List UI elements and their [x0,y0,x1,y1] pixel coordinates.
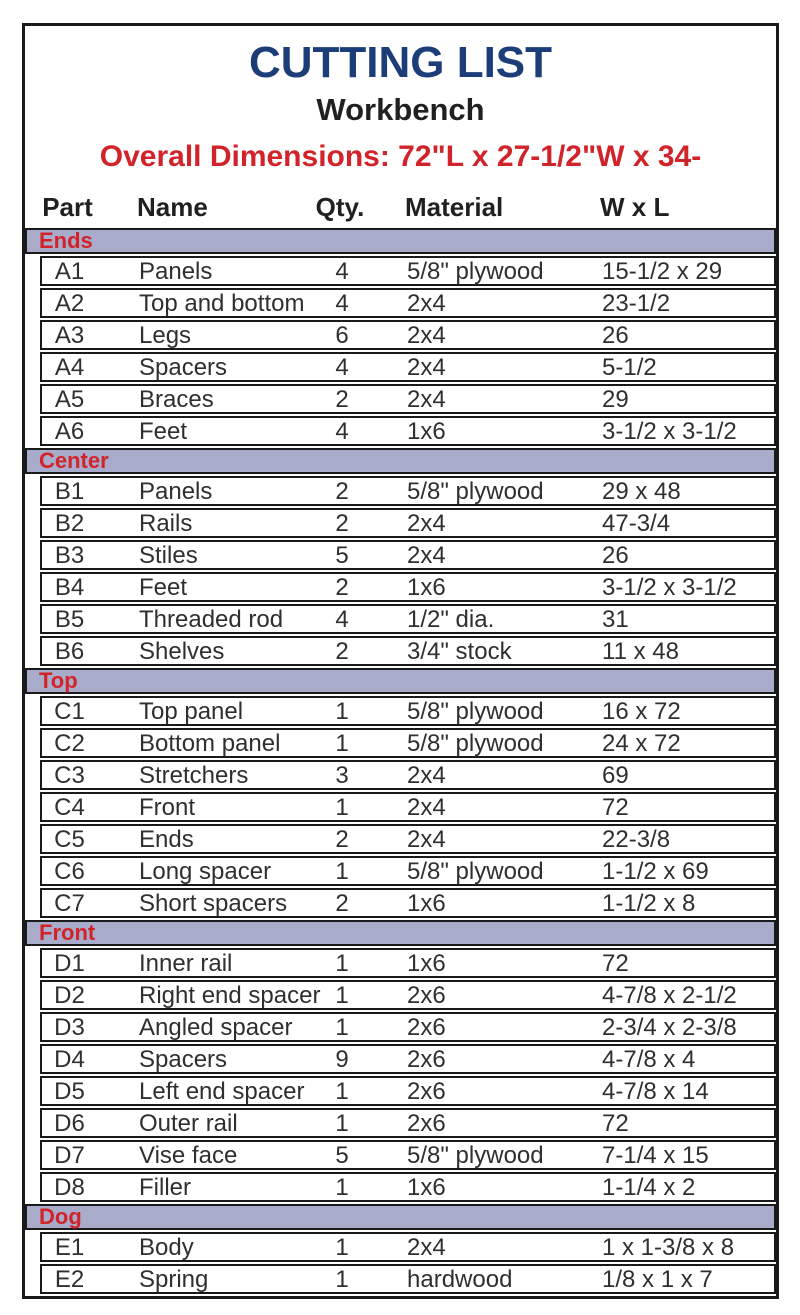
material-cell: 1x6 [407,1174,446,1202]
name-cell: Vise face [139,1142,238,1170]
name-cell: Inner rail [139,950,233,978]
material-cell: 2x4 [407,826,446,854]
section-label: Dog [39,1204,82,1230]
qty-cell: 6 [335,322,349,350]
table-row [40,508,776,538]
part-cell: A4 [54,354,85,382]
wxl-cell: 16 x 72 [602,698,681,726]
name-cell: Bottom panel [139,730,281,758]
qty-cell: 2 [335,386,349,414]
part-cell: D5 [54,1078,85,1106]
qty-cell: 1 [335,730,349,758]
material-cell: 2x4 [407,290,446,318]
part-cell: B5 [54,606,85,634]
wxl-cell: 69 [602,762,629,790]
material-cell: 1x6 [407,950,446,978]
wxl-cell: 23-1/2 [602,290,671,318]
qty-cell: 1 [335,950,349,978]
wxl-cell: 2-3/4 x 2-3/8 [602,1014,737,1042]
part-cell: A3 [54,322,85,350]
table-row [40,384,776,414]
material-cell: 2x4 [407,510,446,538]
qty-cell: 5 [335,1142,349,1170]
table-row [40,1012,776,1042]
wxl-cell: 72 [602,1110,629,1138]
table-row [40,1172,776,1202]
qty-cell: 2 [335,510,349,538]
part-cell: B6 [54,638,85,666]
qty-cell: 4 [335,354,349,382]
name-cell: Spring [139,1266,209,1294]
part-cell: C4 [54,794,85,822]
part-cell: C1 [54,698,85,726]
material-cell: hardwood [407,1266,513,1294]
wxl-cell: 1/8 x 1 x 7 [602,1266,713,1294]
table-row [40,604,776,634]
wxl-cell: 5-1/2 [602,354,657,382]
qty-cell: 1 [335,698,349,726]
qty-cell: 4 [335,258,349,286]
wxl-cell: 7-1/4 x 15 [602,1142,709,1170]
name-cell: Left end spacer [139,1078,305,1106]
material-cell: 1x6 [407,574,446,602]
section-header-top [25,668,776,694]
wxl-cell: 3-1/2 x 3-1/2 [602,574,737,602]
cutting-table [25,228,776,1294]
qty-cell: 1 [335,1234,349,1262]
name-cell: Top panel [139,698,244,726]
qty-cell: 1 [335,1266,349,1294]
material-cell: 5/8" plywood [407,730,544,758]
wxl-cell: 26 [602,542,629,570]
column-header-row [40,192,776,223]
qty-cell: 1 [335,1014,349,1042]
table-row [40,824,776,854]
qty-cell: 1 [335,1174,349,1202]
part-cell: A6 [54,418,85,446]
table-row [40,320,776,350]
name-cell: Feet [139,574,188,602]
material-cell: 2x4 [407,386,446,414]
name-cell: Right end spacer [139,982,321,1010]
material-cell: 1x6 [407,418,446,446]
table-row [40,948,776,978]
table-row [40,792,776,822]
part-cell: E2 [54,1266,85,1294]
name-cell: Outer rail [139,1110,238,1138]
section-label: Ends [39,228,93,254]
qty-cell: 2 [335,890,349,918]
name-cell: Rails [139,510,193,538]
table-row [40,288,776,318]
material-cell: 1/2" dia. [407,606,495,634]
wxl-cell: 47-3/4 [602,510,671,538]
qty-cell: 4 [335,606,349,634]
material-cell: 2x6 [407,1014,446,1042]
table-row [40,728,776,758]
name-cell: Top and bottom [139,290,305,318]
table-row [40,760,776,790]
table-row [40,476,776,506]
part-cell: D6 [54,1110,85,1138]
wxl-cell: 1 x 1-3/8 x 8 [602,1234,735,1262]
qty-cell: 1 [335,982,349,1010]
table-row [40,352,776,382]
qty-cell: 2 [335,478,349,506]
wxl-cell: 4-7/8 x 14 [602,1078,709,1106]
qty-cell: 3 [335,762,349,790]
wxl-cell: 72 [602,950,629,978]
material-cell: 5/8" plywood [407,858,544,886]
page-title: CUTTING LIST [248,38,553,87]
table-row [40,696,776,726]
qty-cell: 1 [335,1110,349,1138]
material-cell: 2x6 [407,1046,446,1074]
column-header-name: Name [137,192,208,223]
part-cell: C6 [54,858,85,886]
table-row [40,1264,776,1294]
section-header-center [25,448,776,474]
qty-cell: 2 [335,826,349,854]
wxl-cell: 29 [602,386,629,414]
qty-cell: 1 [335,858,349,886]
qty-cell: 4 [335,418,349,446]
material-cell: 2x6 [407,1110,446,1138]
part-cell: D4 [54,1046,85,1074]
material-cell: 5/8" plywood [407,1142,544,1170]
part-cell: D8 [54,1174,85,1202]
table-row [40,416,776,446]
qty-cell: 9 [335,1046,349,1074]
material-cell: 2x4 [407,354,446,382]
qty-cell: 1 [335,1078,349,1106]
material-cell: 2x6 [407,1078,446,1106]
name-cell: Ends [139,826,194,854]
project-name: Workbench [316,92,485,128]
section-label: Center [39,448,109,474]
qty-cell: 2 [335,574,349,602]
table-row [40,1108,776,1138]
material-cell: 1x6 [407,890,446,918]
table-row [40,1044,776,1074]
material-cell: 5/8" plywood [407,258,544,286]
table-row [40,256,776,286]
table-row [40,572,776,602]
name-cell: Stiles [139,542,198,570]
part-cell: D7 [54,1142,85,1170]
wxl-cell: 31 [602,606,629,634]
name-cell: Stretchers [139,762,249,790]
name-cell: Long spacer [139,858,272,886]
part-cell: C3 [54,762,85,790]
wxl-cell: 26 [602,322,629,350]
section-header-front [25,920,776,946]
name-cell: Braces [139,386,214,414]
name-cell: Spacers [139,1046,228,1074]
wxl-cell: 22-3/8 [602,826,671,854]
name-cell: Spacers [139,354,228,382]
table-row [40,856,776,886]
qty-cell: 2 [335,638,349,666]
wxl-cell: 4-7/8 x 2-1/2 [602,982,737,1010]
part-cell: C7 [54,890,85,918]
cutting-list-sheet [22,23,779,1299]
table-row [40,1076,776,1106]
name-cell: Threaded rod [139,606,284,634]
name-cell: Feet [139,418,188,446]
table-row [40,980,776,1010]
part-cell: A1 [54,258,85,286]
qty-cell: 5 [335,542,349,570]
material-cell: 2x4 [407,762,446,790]
name-cell: Front [139,794,196,822]
wxl-cell: 24 x 72 [602,730,681,758]
wxl-cell: 11 x 48 [602,638,679,666]
name-cell: Angled spacer [139,1014,293,1042]
wxl-cell: 3-1/2 x 3-1/2 [602,418,737,446]
column-header-part: Part [42,192,93,223]
name-cell: Short spacers [139,890,288,918]
material-cell: 2x4 [407,542,446,570]
part-cell: C2 [54,730,85,758]
column-header-qty: Qty. [315,192,365,223]
section-header-ends [25,228,776,254]
part-cell: A5 [54,386,85,414]
part-cell: D3 [54,1014,85,1042]
table-row [40,1232,776,1262]
part-cell: B3 [54,542,85,570]
qty-cell: 4 [335,290,349,318]
material-cell: 2x4 [407,322,446,350]
table-row [40,888,776,918]
material-cell: 2x4 [407,1234,446,1262]
part-cell: D2 [54,982,85,1010]
name-cell: Legs [139,322,192,350]
part-cell: B2 [54,510,85,538]
column-header-material: Material [405,192,504,223]
material-cell: 3/4" stock [407,638,512,666]
material-cell: 2x4 [407,794,446,822]
part-cell: A2 [54,290,85,318]
section-header-dog [25,1204,776,1230]
part-cell: B4 [54,574,85,602]
qty-cell: 1 [335,794,349,822]
part-cell: D1 [54,950,85,978]
name-cell: Body [139,1234,194,1262]
table-row [40,636,776,666]
section-label: Top [39,668,78,694]
wxl-cell: 1-1/2 x 69 [602,858,709,886]
overall-dimensions: Overall Dimensions: 72"L x 27-1/2"W x 34- [99,139,702,173]
table-row [40,1140,776,1170]
table-row [40,540,776,570]
material-cell: 5/8" plywood [407,478,544,506]
part-cell: B1 [54,478,85,506]
wxl-cell: 1-1/4 x 2 [602,1174,696,1202]
name-cell: Panels [139,478,213,506]
material-cell: 2x6 [407,982,446,1010]
material-cell: 5/8" plywood [407,698,544,726]
wxl-cell: 72 [602,794,629,822]
wxl-cell: 4-7/8 x 4 [602,1046,696,1074]
name-cell: Filler [139,1174,191,1202]
wxl-cell: 15-1/2 x 29 [602,258,723,286]
name-cell: Panels [139,258,213,286]
part-cell: E1 [54,1234,85,1262]
section-label: Front [39,920,96,946]
name-cell: Shelves [139,638,225,666]
wxl-cell: 1-1/2 x 8 [602,890,696,918]
wxl-cell: 29 x 48 [602,478,681,506]
column-header-wxl: W x L [600,192,670,223]
part-cell: C5 [54,826,85,854]
